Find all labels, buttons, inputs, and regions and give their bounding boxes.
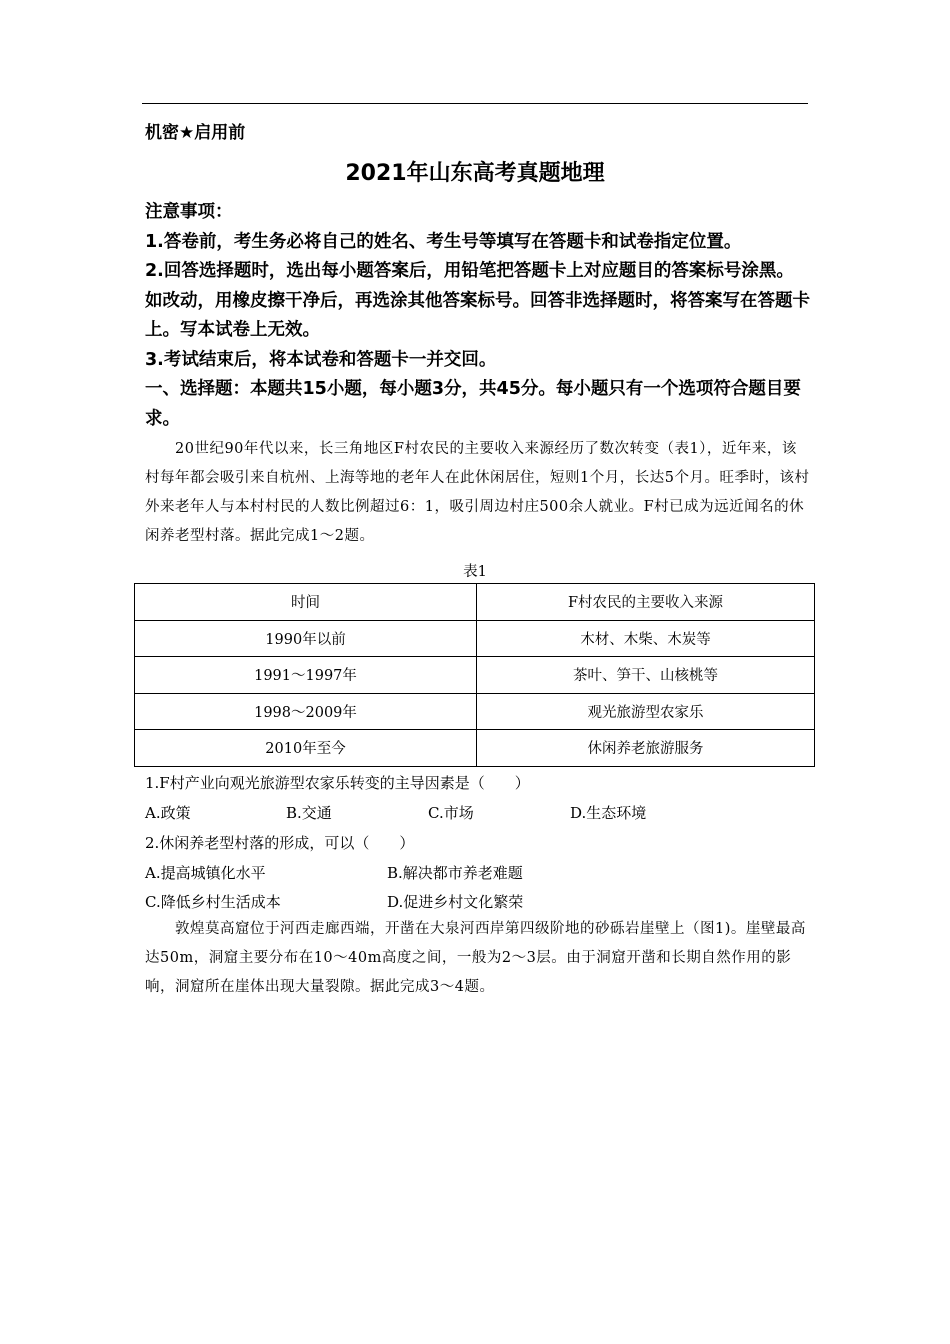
table-cell: 1991～1997年 (135, 657, 477, 694)
table-cell: 茶叶、笋干、山核桃等 (477, 657, 815, 694)
table-caption: 表1 (463, 564, 487, 580)
table-cell: 1998～2009年 (135, 693, 477, 730)
page-title: 2021年山东高考真题地理 (345, 161, 605, 186)
table-row (135, 657, 815, 694)
table-cell: 木材、木柴、木炭等 (477, 620, 815, 657)
question-1-option-c: C.市场 (428, 804, 474, 822)
question-2-stem: 2.休闲养老型村落的形成，可以（ ） (145, 834, 415, 852)
question-2-option-c: C.降低乡村生活成本 (145, 893, 281, 911)
table-cell: 观光旅游型农家乐 (477, 693, 815, 730)
table-cell: 休闲养老旅游服务 (477, 730, 815, 767)
question-2-option-a: A.提高城镇化水平 (145, 864, 266, 882)
table-cell: 2010年至今 (135, 730, 477, 767)
table-header-cell: F村农民的主要收入来源 (477, 584, 815, 621)
table-cell: 1990年以前 (135, 620, 477, 657)
question-2-option-b: B.解决都市养老难题 (387, 864, 523, 882)
table-row (135, 620, 815, 657)
table-header-row (135, 584, 815, 621)
passage-2: 敦煌莫高窟位于河西走廊西端，开凿在大泉河西岸第四级阶地的砂砾岩崖壁上（图1)。崖壁最高达50m，洞窟主要分布在10～40m高度之间，一般为2～3层。由于洞窟开凿和长期自然作用的影响，洞窟所在崖体出现大量裂隙。据此完成3～4题。 (145, 921, 806, 995)
section-heading: 一、选择题：本题共15小题，每小题3分，共45分。每小题只有一个选项符合题目要求。 (145, 379, 801, 429)
passage-1: 20世纪90年代以来，长三角地区F村农民的主要收入来源经历了数次转变（表1），近年来，该村每年都会吸引来自杭州、上海等地的老年人在此休闲居住，短则1个月，长达5个月。旺季时，该村外来老年人与本村村民的人数比例超过6：1，吸引周边村庄500余人就业。F村已成为远近闻名的休闲养老型村落。据此完成1～2题。 (145, 441, 810, 544)
income-table (134, 583, 815, 767)
question-1-option-b: B.交通 (286, 804, 332, 822)
table-row (135, 730, 815, 767)
question-1-option-a: A.政策 (145, 804, 191, 822)
table-row (135, 693, 815, 730)
confidential-label: 机密★启用前 (145, 123, 246, 143)
notes-item-2: 2.回答选择题时，选出每小题答案后，用铅笔把答题卡上对应题目的答案标号涂黑。如改动，用橡皮擦干净后，再选涂其他答案标号。回答非选择题时，将答案写在答题卡上。写本试卷上无效。 (145, 261, 810, 340)
question-1-stem: 1.F村产业向观光旅游型农家乐转变的主导因素是（ ） (145, 774, 530, 792)
notes-item-1: 1.答卷前，考生务必将自己的姓名、考生号等填写在答题卡和试卷指定位置。 (145, 231, 742, 252)
header-rule (142, 103, 808, 104)
table-header-cell: 时间 (135, 584, 477, 621)
notes-item-3: 3.考试结束后，将本试卷和答题卡一并交回。 (145, 349, 497, 370)
exam-notes (145, 198, 811, 434)
question-1-option-d: D.生态环境 (570, 804, 647, 822)
question-2-option-d: D.促进乡村文化繁荣 (387, 893, 524, 911)
notes-heading: 注意事项： (145, 202, 233, 222)
